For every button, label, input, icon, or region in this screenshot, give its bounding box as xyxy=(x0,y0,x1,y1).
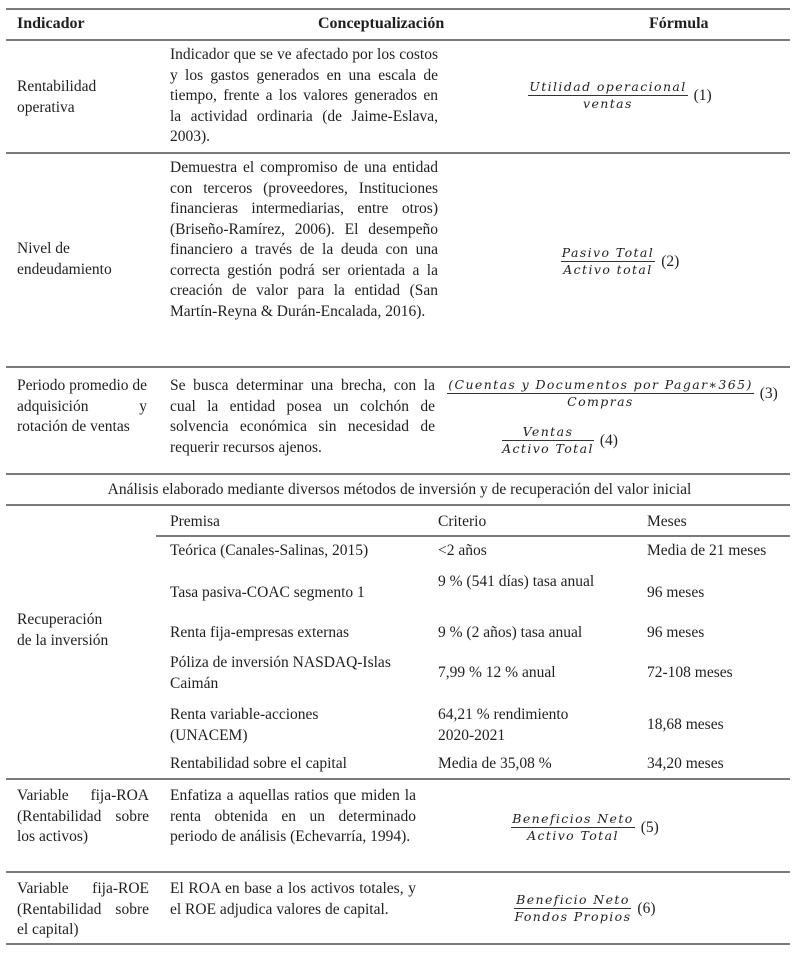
indicator-concept: Se busca determinar una brecha, con la cual la entidad posea un colchón de solvencia económica sin necesidad de requerir recursos ajenos. xyxy=(170,377,435,456)
recovery-premisa: Teórica (Canales-Salinas, 2015) xyxy=(170,542,369,559)
subtable-header-meses: Meses xyxy=(647,513,687,530)
fraction xyxy=(511,812,634,843)
indicator-concept: Enfatiza a aquellas ratios que miden la renta obtenida en un determinado periodo de análisis (Echevarría, 1994). xyxy=(170,787,416,845)
formula-numerator: Beneficios Neto xyxy=(512,811,634,826)
indicator-name: Nivel de endeudamiento xyxy=(17,240,112,278)
row-rule xyxy=(6,366,790,368)
subtable-header-premisa: Premisa xyxy=(170,513,220,530)
row-rule xyxy=(6,152,790,154)
recovery-criterio: 9 % (2 años) tasa anual xyxy=(438,624,583,641)
subtable-header-criterio: Criterio xyxy=(438,513,487,530)
fraction xyxy=(514,893,631,924)
indicator-name: Variable fija-ROA (Rentabilidad sobre los activos) xyxy=(17,787,149,845)
indicator-concept: Indicador que se ve afectado por los costos y los gastos generados en una escala de tiempo, frente a los valores generados en la actividad ordinaria (de Jaime-Eslava, 2003). xyxy=(170,46,438,145)
recovery-criterio: 64,21 % rendimiento 2020-2021 xyxy=(438,706,569,744)
section-title: Análisis elaborado mediante diversos métodos de inversión y de recuperación del valor inicial xyxy=(107,481,692,498)
formula xyxy=(430,425,690,456)
column-header-conceptualizacion: Conceptualización xyxy=(318,15,445,32)
fraction xyxy=(447,378,754,409)
recovery-criterio: 7,99 % 12 % anual xyxy=(438,664,556,681)
recovery-criterio: Media de 35,08 % xyxy=(438,755,552,772)
column-header-indicador: Indicador xyxy=(17,15,85,32)
formula-denominator: Compras xyxy=(567,394,634,409)
column-header-formula: Fórmula xyxy=(649,15,709,32)
row-rule xyxy=(6,778,790,780)
formula-denominator: Activo Total xyxy=(502,441,594,456)
equation-number: (3) xyxy=(759,384,778,402)
recovery-meses: 96 meses xyxy=(647,624,705,641)
indicator-concept: Demuestra el compromiso de una entidad con terceros (proveedores, Instituciones financieras intermediarias, entre otros) (Briseño-Ramírez, 2006). El desempeño financiero a través de la deuda con una correcta gestión podrá ser orientada a la creación de valor para la entidad (San Martín-Reyna & Durán-Encalada, 2016). xyxy=(170,159,438,320)
recovery-meses: 18,68 meses xyxy=(647,716,724,733)
recovery-premisa: Tasa pasiva-COAC segmento 1 xyxy=(170,584,365,601)
formula-numerator: Ventas xyxy=(502,425,594,441)
formula-denominator: ventas xyxy=(583,96,633,111)
formula-numerator: Pasivo Total xyxy=(561,245,655,260)
row-rule xyxy=(6,504,790,506)
equation-number: (4) xyxy=(599,431,618,449)
formula-numerator: Utilidad operacional xyxy=(529,79,687,94)
subtable-header-rule xyxy=(156,535,790,537)
recovery-criterio: 9 % (541 días) tasa anual xyxy=(438,573,595,590)
recovery-premisa: Rentabilidad sobre el capital xyxy=(170,755,347,772)
recovery-meses: Media de 21 meses xyxy=(647,542,767,559)
row-rule xyxy=(6,871,790,873)
row-rule xyxy=(6,473,790,475)
formula-numerator: Beneficio Neto xyxy=(516,892,630,907)
recovery-premisa: Renta fija-empresas externas xyxy=(170,624,350,641)
top-rule xyxy=(6,8,790,10)
equation-number: (5) xyxy=(640,818,659,836)
formula xyxy=(460,80,780,111)
fraction xyxy=(528,80,687,111)
equation-number: (1) xyxy=(693,86,712,104)
formula xyxy=(430,378,795,409)
bottom-rule xyxy=(6,943,790,945)
indicator-name: Recuperación de la inversión xyxy=(17,611,109,649)
recovery-premisa: Renta variable-acciones (UNACEM) xyxy=(170,706,319,744)
indicator-concept: El ROA en base a los activos totales, y el ROE adjudica valores de capital. xyxy=(170,880,416,918)
formula-denominator: Fondos Propios xyxy=(514,909,632,924)
equation-number: (6) xyxy=(637,899,656,917)
formula-denominator: Activo Total xyxy=(527,828,619,843)
indicator-name: Variable fija-ROE (Rentabilidad sobre el capital) xyxy=(17,880,149,938)
equation-number: (2) xyxy=(661,252,680,270)
recovery-premisa: Póliza de inversión NASDAQ-Islas Caimán xyxy=(170,654,391,692)
formula xyxy=(460,246,780,277)
recovery-meses: 34,20 meses xyxy=(647,755,724,772)
fraction xyxy=(561,246,655,277)
formula xyxy=(460,893,710,924)
recovery-meses: 72-108 meses xyxy=(647,664,733,681)
fraction xyxy=(502,425,594,456)
header-rule xyxy=(6,39,790,41)
recovery-criterio: <2 años xyxy=(438,542,487,559)
indicator-name: Periodo promedio de adquisición y rotación de ventas xyxy=(17,377,148,435)
formula-denominator: Activo total xyxy=(563,262,653,277)
recovery-meses: 96 meses xyxy=(647,584,705,601)
formula xyxy=(460,812,710,843)
indicator-name: Rentabilidad operativa xyxy=(17,78,97,116)
formula-numerator: (Cuentas y Documentos por Pagar∗365) xyxy=(448,377,753,392)
